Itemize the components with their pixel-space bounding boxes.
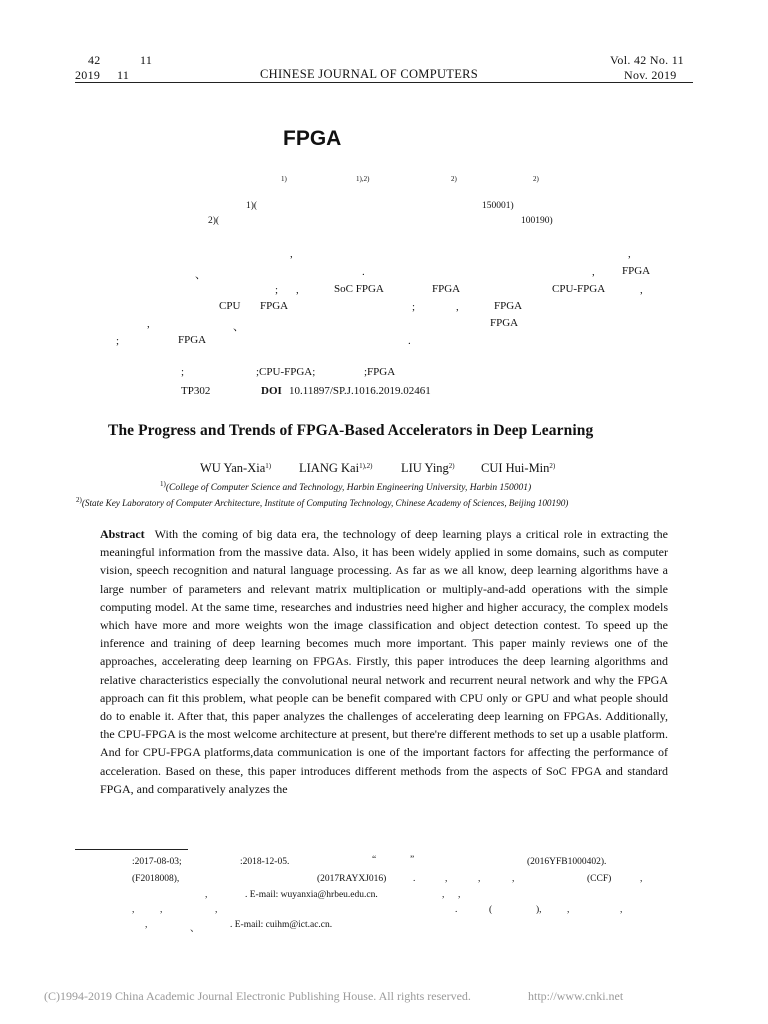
- fn-frag: :2018-12-05.: [240, 857, 290, 867]
- en-abstract: [100, 525, 668, 798]
- fn-frag: . E-mail: cuihm@ict.ac.cn.: [230, 920, 333, 930]
- fn-frag: (F2018008),: [132, 874, 180, 884]
- author-name: CUI Hui-Min: [481, 461, 550, 475]
- fn-frag: ,: [215, 905, 218, 915]
- date-en: Nov. 2019: [624, 68, 677, 82]
- doi-label: DOI: [261, 385, 282, 397]
- cn-aff1-code: 150001): [482, 201, 514, 211]
- volume-number: 42: [88, 53, 101, 67]
- fn-frag: ,: [640, 874, 643, 884]
- cn-abstract-frag: ;: [116, 335, 120, 347]
- cn-keyword-frag: ;: [181, 366, 185, 378]
- doi: 10.11897/SP.J.1016.2019.02461: [289, 385, 431, 397]
- fn-frag: (2016YFB1000402).: [527, 857, 607, 867]
- cn-abstract-frag: ,: [628, 248, 631, 260]
- header-rule: [75, 82, 693, 83]
- fn-frag: . E-mail: wuyanxia@hrbeu.edu.cn.: [245, 890, 378, 900]
- fn-frag: .: [413, 874, 416, 884]
- fn-frag: ,: [620, 905, 623, 915]
- fn-frag: “: [372, 855, 377, 865]
- author-name: LIANG Kai: [299, 461, 360, 475]
- cn-abstract-frag: SoC FPGA: [334, 283, 384, 295]
- fn-frag: ,: [512, 874, 515, 884]
- author-name: LIU Ying: [401, 461, 449, 475]
- cn-abstract-frag: ;: [275, 284, 279, 296]
- cn-abstract-frag: FPGA: [490, 317, 519, 329]
- author-mark: 1),2): [359, 462, 373, 470]
- cn-abstract-frag: CPU-FPGA: [552, 283, 606, 295]
- fn-frag: ),: [536, 905, 542, 915]
- fn-frag: .: [455, 905, 458, 915]
- aff-mark: 1): [160, 480, 166, 488]
- cn-abstract-frag: ,: [296, 284, 299, 296]
- author: [481, 461, 555, 476]
- cn-abstract-frag: FPGA: [260, 300, 289, 312]
- cn-abstract-frag: ,: [147, 318, 150, 330]
- fn-frag: 、: [190, 924, 200, 934]
- cn-abstract-frag: ,: [456, 301, 459, 313]
- aff-text: (College of Computer Science and Technology, Harbin Engineering University, Harbin 150001): [165, 483, 532, 493]
- cn-abstract-frag: FPGA: [494, 300, 523, 312]
- author: [200, 461, 271, 476]
- cn-author-mark-4: 2): [533, 175, 539, 183]
- cn-abstract-frag: ,: [592, 266, 595, 278]
- fn-frag: ,: [567, 905, 570, 915]
- cn-author-mark-2: 1),2): [356, 175, 370, 183]
- cn-keyword-frag: ;CPU-FPGA;: [256, 366, 316, 378]
- fn-frag: ,: [160, 905, 163, 915]
- en-aff2: [76, 496, 568, 508]
- cn-abstract-frag: 、: [195, 269, 206, 281]
- author-mark: 2): [448, 462, 455, 470]
- footnote-rule: [75, 849, 188, 850]
- fn-frag: :2017-08-03;: [132, 857, 182, 867]
- cn-aff1-mark: 1)(: [246, 201, 258, 211]
- fn-frag: ,: [445, 874, 448, 884]
- fn-frag: ”: [410, 855, 415, 865]
- cn-abstract-frag: FPGA: [622, 265, 651, 277]
- aff-text: (State Key Laboratory of Computer Architecture, Institute of Computing Technology, Chinese Academy of Sciences, Beijing 100190): [81, 498, 569, 508]
- cn-abstract-frag: ;: [412, 301, 416, 313]
- cn-abstract-frag: .: [408, 335, 411, 347]
- author-mark: 2): [549, 462, 556, 470]
- journal-name: CHINESE JOURNAL OF COMPUTERS: [260, 67, 479, 81]
- cn-keyword-frag: ;FPGA: [364, 366, 396, 378]
- author: [299, 461, 372, 476]
- fn-frag: (: [489, 905, 493, 915]
- fn-frag: ,: [132, 905, 135, 915]
- class-code: TP302: [181, 385, 211, 397]
- cn-abstract-frag: .: [362, 266, 365, 278]
- cn-author-mark-1: 1): [281, 175, 287, 183]
- author-mark: 1): [265, 462, 272, 470]
- fn-frag: (CCF): [587, 874, 612, 884]
- fn-frag: ,: [458, 890, 461, 900]
- cn-aff2-mark: 2)(: [208, 216, 220, 226]
- month: 11: [117, 68, 130, 82]
- year: 2019: [75, 68, 101, 82]
- cnki-url[interactable]: http://www.cnki.net: [528, 989, 624, 1003]
- fn-frag: ,: [478, 874, 481, 884]
- copyright-notice: (C)1994-2019 China Academic Journal Electronic Publishing House. All rights reserved.: [44, 989, 471, 1003]
- cn-abstract-frag: FPGA: [178, 334, 207, 346]
- fn-frag: ,: [442, 890, 445, 900]
- aff-mark: 2): [76, 496, 82, 504]
- cn-abstract-frag: CPU: [219, 300, 241, 312]
- author-name: WU Yan-Xia: [200, 461, 266, 475]
- cn-abstract-frag: ,: [290, 248, 293, 260]
- en-title: The Progress and Trends of FPGA-Based Accelerators in Deep Learning: [108, 422, 594, 439]
- fn-frag: (2017RAYXJ016): [317, 874, 387, 884]
- cn-abstract-frag: ,: [640, 284, 643, 296]
- cn-aff2-code: 100190): [521, 216, 553, 226]
- cn-abstract-frag: FPGA: [432, 283, 461, 295]
- abstract-label: Abstract: [100, 527, 145, 541]
- vol-issue-en: Vol. 42 No. 11: [610, 53, 684, 67]
- cn-abstract-frag: 、: [233, 321, 244, 333]
- fn-frag: ,: [205, 890, 208, 900]
- cn-author-mark-3: 2): [451, 175, 457, 183]
- en-aff1: [160, 480, 531, 493]
- fn-frag: ,: [145, 920, 148, 930]
- issue-number: 11: [140, 53, 153, 67]
- cn-title: FPGA: [283, 127, 342, 150]
- author: [401, 461, 455, 476]
- abstract-body: With the coming of big data era, the technology of deep learning plays a critical role in extracting the meaningful information from the massive data. Also, it has been widely applied in some domains, such as computer vision, speech recognition and natural language processing. As far as we all know, deep learning algorithms have a large number of parameters and relevant matrix multiplication or multiply-and-add operations with the simple computing model. At the same time, researches and industries need higher and higher accuracy, the complex models which have more and more weights won the image classification and object detection contest. To speed up the inference and training of deep learning becomes much more important. This paper mainly reviews one of the approaches, accelerating deep learning on FPGAs. Firstly, this paper introduces the deep learning algorithms and relative characteristics especially the convolutional neural network and recurrent neural network and why the FPGA approach can fit this problem, what people can be benefit compared with CPU only or GPU and what people should do to enable it. After that, this paper analyzes the challenges of accelerating deep learning on FPGAs. Additionally, the CPU-FPGA is the most welcome architecture at present, but there're different methods to set up a usable platform. And for CPU-FPGA platforms,data communication is one of the important factors for affecting the performance of acceleration. Based on these, this paper introduces different methods from the aspects of SoC FPGA and standard FPGA, and comparatively analyzes the: [100, 527, 668, 796]
